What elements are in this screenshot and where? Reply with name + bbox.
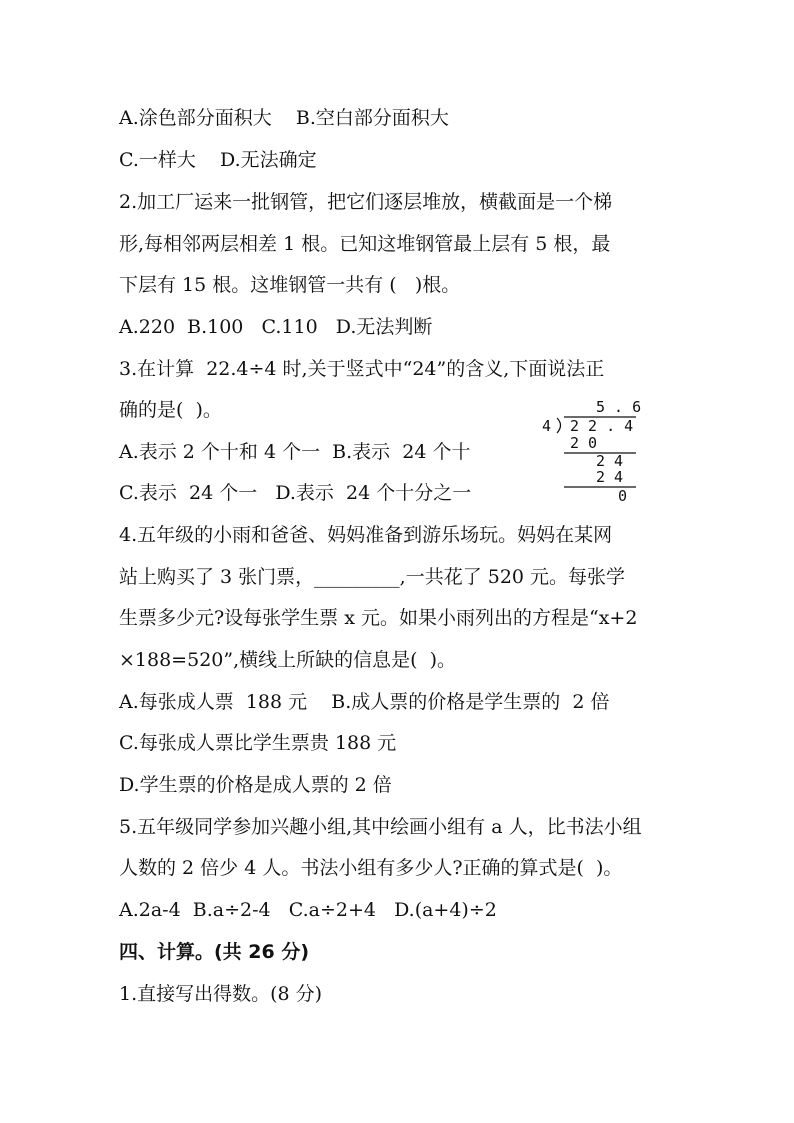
q2-text-line-3: 下层有 15 根。这堆钢管一共有 ( )根。 [119, 274, 461, 296]
q3-text-line-2: 确的是( )。 [119, 399, 222, 421]
division-step-1: 2 0 [570, 434, 598, 452]
q5-options: A.2a-4 B.a÷2-4 C.a÷2+4 D.(a+4)÷2 [119, 899, 497, 921]
q1-options-cd: C.一样大 D.无法确定 [119, 149, 317, 171]
q2-text-line-2: 形,每相邻两层相差 1 根。已知这堆钢管最上层有 5 根，最 [119, 233, 611, 255]
section-4-heading: 四、计算。(共 26 分) [119, 941, 310, 963]
division-bracket [557, 418, 561, 433]
q4-text-line-1: 4.五年级的小雨和爸爸、妈妈准备到游乐场玩。妈妈在某网 [119, 524, 613, 546]
division-divisor: 4 [542, 417, 552, 435]
q2-text-line-1: 2.加工厂运来一批钢管，把它们逐层堆放，横截面是一个梯 [119, 191, 613, 213]
section-4-question-1: 1.直接写出得数。(8 分) [119, 983, 323, 1005]
q3-option-ab: A.表示 2 个十和 4 个一 B.表示 24 个十 [119, 441, 471, 463]
q4-option-a-b: A.每张成人票 188 元 B.成人票的价格是学生票的 2 倍 [119, 691, 610, 713]
division-quotient: 5 . 6 [596, 398, 642, 416]
division-step-2: 2 4 [596, 468, 624, 486]
q4-option-c: C.每张成人票比学生票贵 188 元 [119, 732, 397, 754]
q4-text-line-4: ×188=520”,横线上所缺的信息是( )。 [119, 649, 457, 671]
q3-text-line-1: 3.在计算 22.4÷4 时,关于竖式中“24”的含义,下面说法正 [119, 358, 605, 380]
division-remainder-2: 0 [618, 487, 628, 505]
q2-options: A.220 B.100 C.110 D.无法判断 [119, 316, 433, 338]
q4-option-d: D.学生票的价格是成人票的 2 倍 [119, 774, 392, 796]
q3-option-cd: C.表示 24 个一 D.表示 24 个十分之一 [119, 482, 472, 504]
long-division-figure [538, 398, 648, 508]
division-remainder-1: 2 4 [596, 452, 624, 470]
q4-text-line-2: 站上购买了 3 张门票，_________,一共花了 520 元。每张学 [119, 566, 626, 588]
q4-text-line-3: 生票多少元?设每张学生票 x 元。如果小雨列出的方程是“x+2 [119, 607, 638, 629]
q1-options-ab: A.涂色部分面积大 B.空白部分面积大 [119, 107, 449, 129]
division-dividend: 2 2 . 4 [570, 417, 634, 435]
q5-text-line-2: 人数的 2 倍少 4 人。书法小组有多少人?正确的算式是( )。 [119, 857, 623, 879]
q5-text-line-1: 5.五年级同学参加兴趣小组,其中绘画小组有 a 人，比书法小组 [119, 816, 642, 838]
